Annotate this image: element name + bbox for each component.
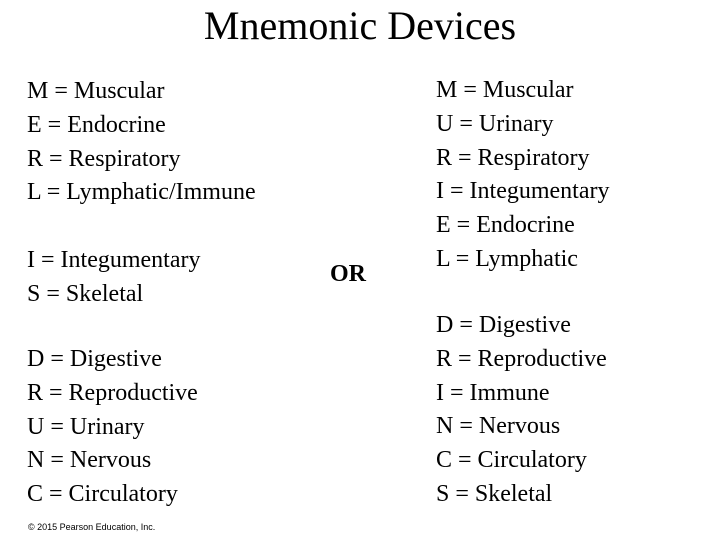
list-item: I = Integumentary [27, 247, 201, 273]
copyright-notice: © 2015 Pearson Education, Inc. [28, 522, 156, 532]
mnemonic-right-group-2 [436, 309, 607, 512]
list-item: C = Circulatory [27, 481, 178, 508]
or-separator: OR [330, 261, 366, 287]
list-item: S = Skeletal [436, 480, 553, 507]
slide-title: Mnemonic Devices [203, 3, 517, 48]
list-item: L = Lymphatic [436, 245, 578, 272]
list-item: R = Respiratory [27, 145, 181, 172]
list-item: R = Reproductive [436, 345, 607, 372]
list-item: I = Integumentary [436, 178, 610, 205]
list-item: C = Circulatory [436, 447, 587, 474]
list-item: M = Muscular [436, 77, 574, 103]
list-item: N = Nervous [27, 447, 152, 474]
list-item: D = Digestive [436, 312, 571, 338]
list-item: M = Muscular [27, 78, 165, 104]
list-item: R = Reproductive [27, 379, 198, 406]
mnemonic-right-group-1 [436, 74, 609, 277]
mnemonic-left-group-3 [27, 343, 198, 512]
list-item: U = Urinary [27, 413, 145, 440]
list-item: S = Skeletal [27, 280, 144, 307]
list-item: E = Endocrine [436, 212, 575, 239]
list-item: L = Lymphatic/Immune [27, 179, 256, 206]
list-item: E = Endocrine [27, 111, 166, 138]
mnemonic-left-group-1 [27, 75, 256, 210]
list-item: R = Respiratory [436, 144, 590, 171]
list-item: I = Immune [436, 379, 550, 406]
list-item: U = Urinary [436, 110, 554, 137]
list-item: D = Digestive [27, 346, 162, 372]
list-item: N = Nervous [436, 413, 561, 440]
mnemonic-left-group-2 [27, 244, 200, 312]
